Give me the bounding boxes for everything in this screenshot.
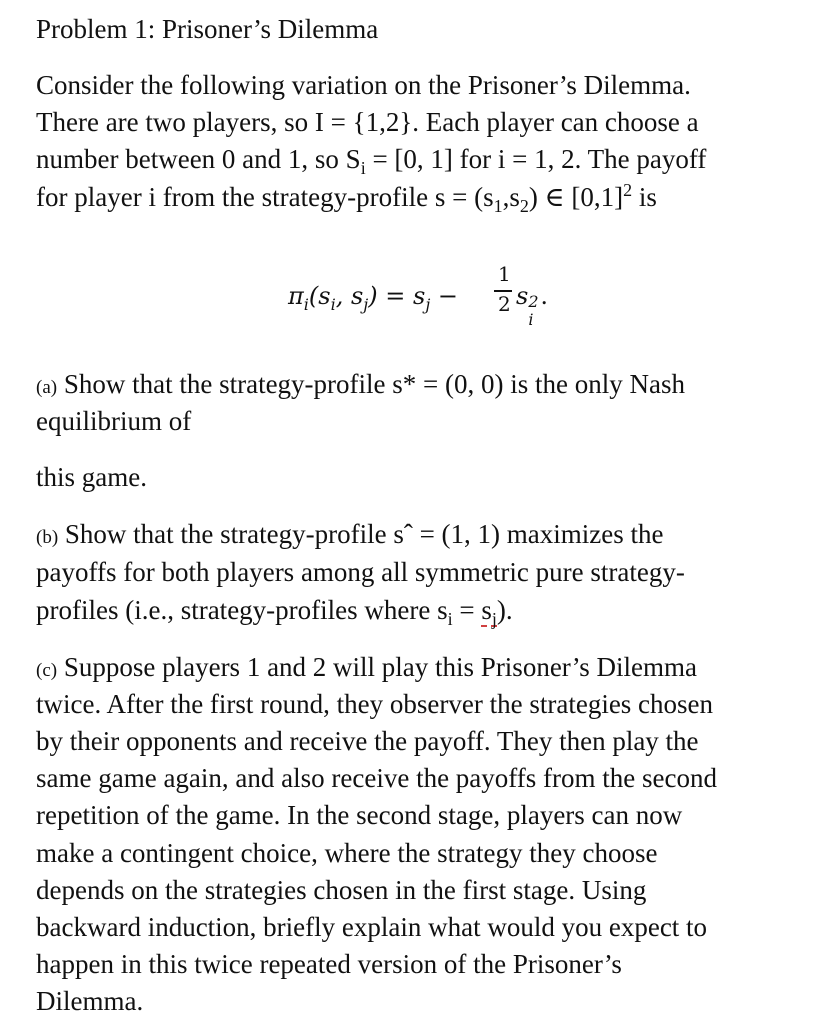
part-b-line-1 <box>36 517 663 555</box>
intro-line-4-set: ) ∈ [0,1] <box>528 182 624 212</box>
part-b-line-2: payoffs for both players among all symmetric pure strategy- <box>36 557 685 587</box>
formula-rhs-term: s 2 i . <box>516 282 548 329</box>
intro-line-3-subscript: i <box>360 158 366 178</box>
part-c-text: Suppose players 1 and 2 will play this Prisoner’s Dilemma <box>57 652 698 682</box>
part-c-line-7: depends on the strategies chosen in the first stage. Using <box>36 875 647 905</box>
part-c-line-8: backward induction, briefly explain what would you expect to <box>36 912 708 942</box>
formula-fraction-denominator: 2 <box>498 292 511 316</box>
spellcheck-underline: $s_j$ <box>481 595 497 629</box>
part-c-line-2: twice. After the first round, they observer the strategies chosen <box>36 689 714 719</box>
intro-line-4-mid: ,s <box>502 182 520 212</box>
intro-line-3 <box>36 142 706 179</box>
part-c-line-1 <box>36 650 697 688</box>
part-c-line-3: by their opponents and receive the payoff. They then play the <box>36 726 699 756</box>
intro-line-3-rest: = [0, 1] for i = 1, 2. The payoff <box>365 144 707 174</box>
part-c-line-4: same game again, and also receive the payoffs from the second <box>36 763 717 793</box>
intro-line-3-text: number between 0 and 1, so S <box>36 144 361 174</box>
part-b-line-3 <box>36 593 513 630</box>
part-b-text: Show that the strategy-profile sˆ = (1, 1) maximizes the <box>58 519 664 549</box>
problem-title: Problem 1: Prisoner’s Dilemma <box>36 14 379 44</box>
part-b-line-3-end: ). <box>496 595 513 625</box>
part-b-sub-i: i <box>447 609 453 629</box>
intro-line-4-sup: 2 <box>623 180 633 200</box>
part-a-line-1 <box>36 367 685 405</box>
part-c-line-5: repetition of the game. In the second stage, players can now <box>36 800 683 830</box>
part-b-sub-j: j <box>491 609 497 629</box>
intro-line-4-sub2: 2 <box>519 196 529 216</box>
part-a-line-3: this game. <box>36 462 147 492</box>
part-a-text: Show that the strategy-profile s* = (0, 0) is the only Nash <box>57 369 685 399</box>
intro-line-2: There are two players, so I = {1,2}. Each player can choose a <box>36 107 699 137</box>
part-a-line-2: equilibrium of <box>36 406 192 436</box>
formula-lhs: $\pi_i(s_i$, $s_j) = s_j$ − <box>288 282 459 314</box>
formula-fraction-numerator: 1 <box>498 262 511 286</box>
part-a-label: (a) <box>36 377 58 398</box>
part-b-equals: = <box>452 595 482 625</box>
intro-line-4 <box>36 180 657 217</box>
part-c-label: (c) <box>36 660 58 681</box>
part-c-line-9: happen in this twice repeated version of the Prisoner’s <box>36 949 622 979</box>
part-c-line-6: make a contingent choice, where the strategy they choose <box>36 838 658 868</box>
part-b-label: (b) <box>36 527 59 548</box>
intro-line-4-sub1: 1 <box>493 196 503 216</box>
intro-line-4-text: for player i from the strategy-profile s = (s <box>36 182 494 212</box>
part-c-line-10: Dilemma. <box>36 986 144 1016</box>
intro-line-1: Consider the following variation on the Prisoner’s Dilemma. <box>36 70 691 100</box>
intro-line-4-end: is <box>632 182 657 212</box>
part-b-line-3-text: profiles (i.e., strategy-profiles where s <box>36 595 448 625</box>
